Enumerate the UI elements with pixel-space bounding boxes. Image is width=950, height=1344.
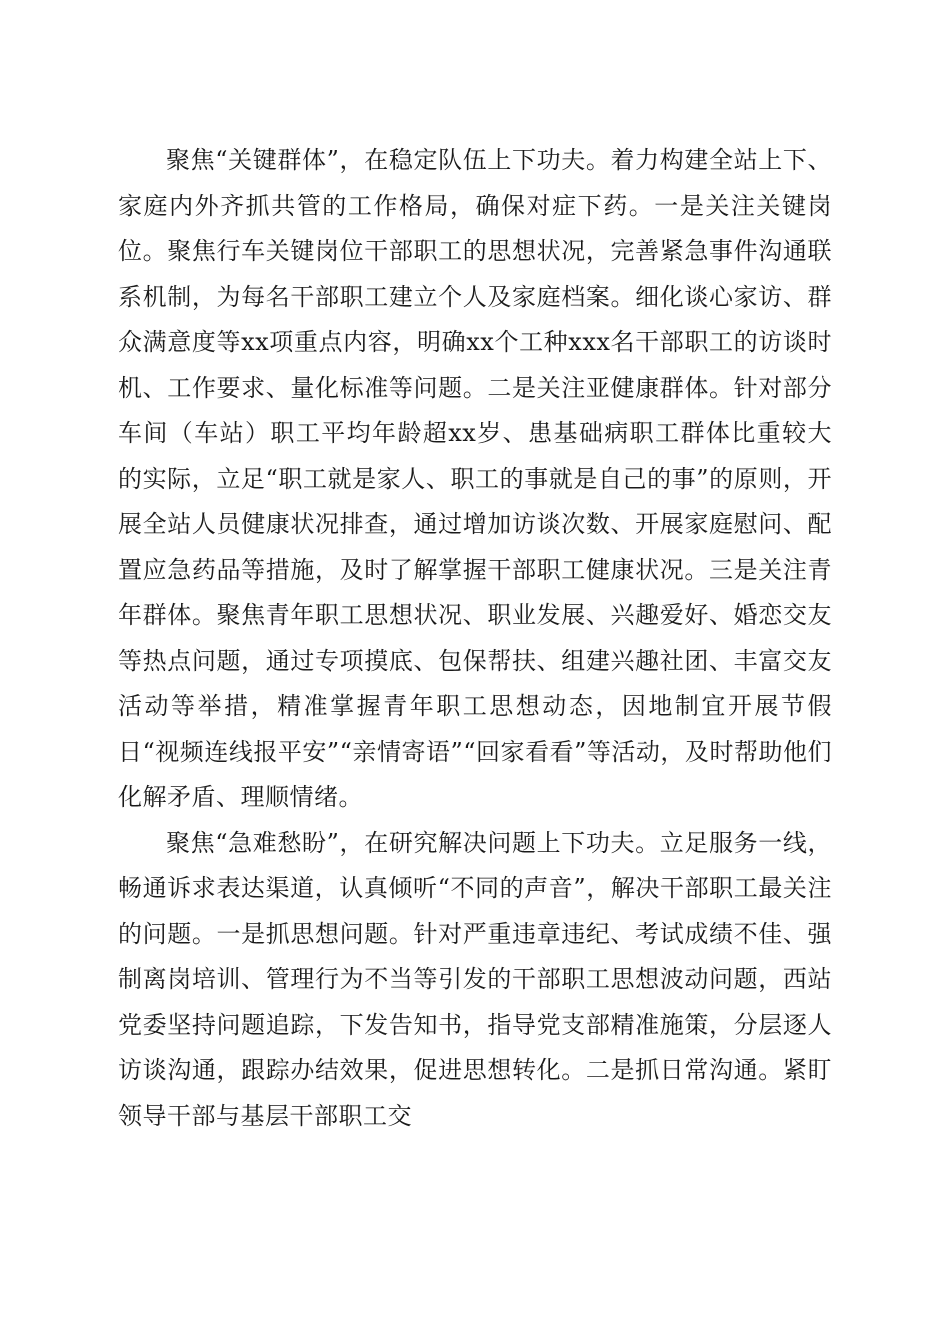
paragraph-key-groups: 聚焦“关键群体”，在稳定队伍上下功夫。着力构建全站上下、家庭内外齐抓共管的工作格局，确保对症下药。一是关注关键岗位。聚焦行车关键岗位干部职工的思想状况，完善紧急事件沟通联系机制，为每名干部职工建立个人及家庭档案。细化谈心家访、群众满意度等xx项重点内容，明确xx个工种xxx名干部职工的访谈时机、工作要求、量化标准等问题。二是关注亚健康群体。针对部分车间（车站）职工平均年龄超xx岁、患基础病职工群体比重较大的实际，立足“职工就是家人、职工的事就是自己的事”的原则，开展全站人员健康状况排查，通过增加访谈次数、开展家庭慰问、配置应急药品等措施，及时了解掌握干部职工健康状况。三是关注青年群体。聚焦青年职工思想状况、职业发展、兴趣爱好、婚恋交友等热点问题，通过专项摸底、包保帮扶、组建兴趣社团、丰富交友活动等举措，精准掌握青年职工思想动态，因地制宜开展节假日“视频连线报平安”“亲情寄语”“回家看看”等活动，及时帮助他们化解矛盾、理顺情绪。 bbox=[118, 146, 832, 811]
paragraph-urgent-issues: 聚焦“急难愁盼”，在研究解决问题上下功夫。立足服务一线，畅通诉求表达渠道，认真倾听“不同的声音”，解决干部职工最关注的问题。一是抓思想问题。针对严重违章违纪、考试成绩不佳、强制离岗培训、管理行为不当等引发的干部职工思想波动问题，西站党委坚持问题追踪，下发告知书，指导党支部精准施策，分层逐人访谈沟通，跟踪办结效果，促进思想转化。二是抓日常沟通。紧盯领导干部与基层干部职工交 bbox=[118, 828, 832, 1130]
document-body bbox=[118, 138, 832, 1139]
